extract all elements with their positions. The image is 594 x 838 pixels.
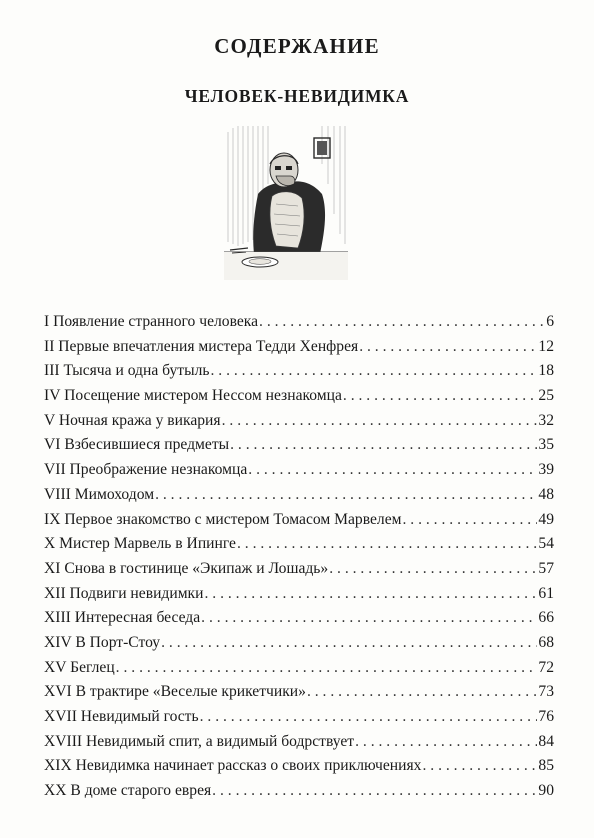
- toc-entry[interactable]: [44, 754, 554, 779]
- toc-entry[interactable]: [44, 705, 554, 730]
- toc-dot-leader: [259, 310, 545, 335]
- toc-entry-title: XVII Невидимый гость: [44, 708, 199, 725]
- toc-dot-leader: [329, 557, 537, 582]
- toc-entry-page-number: 35: [538, 436, 554, 454]
- toc-entry-title: XVI В трактире «Веселые крикетчики»: [44, 683, 306, 701]
- toc-entry-title: X Мистер Марвель в Ипинге: [44, 535, 236, 553]
- toc-dot-leader: [204, 582, 537, 607]
- toc-dot-leader: [210, 359, 537, 384]
- toc-entry[interactable]: [44, 433, 554, 458]
- toc-entry-title: XIX Невидимка начинает рассказ о своих приключениях: [44, 757, 422, 775]
- toc-entry-title: XIII Интересная беседа: [44, 609, 201, 627]
- toc-entry-page-number: 76: [538, 708, 554, 725]
- toc-entry-page-number: 61: [538, 584, 554, 602]
- toc-entry-title: IX Первое знакомство с мистером Томасом Марвелем: [44, 510, 402, 528]
- toc-entry-title: XVIII Невидимый спит, а видимый бодрствует: [44, 732, 355, 750]
- toc-entry-page-number: 68: [538, 633, 554, 651]
- toc-entry-page-number: 49: [538, 510, 554, 528]
- toc-entry-title: XIV В Порт-Стоу: [44, 633, 161, 651]
- toc-entry-title: II Первые впечатления мистера Тедди Хенфрея: [44, 337, 359, 355]
- toc-dot-leader: [359, 335, 537, 360]
- toc-dot-leader: [155, 483, 537, 508]
- toc-dot-leader: [222, 409, 538, 434]
- toc-entry-title: XII Подвиги невидимки: [44, 584, 204, 602]
- toc-entry-title: IV Посещение мистером Нессом незнакомца: [44, 387, 342, 405]
- toc-dot-leader: [343, 384, 538, 409]
- toc-entry[interactable]: [44, 359, 554, 384]
- seated-figure-engraving-icon: [224, 124, 348, 280]
- toc-entry-page-number: 84: [538, 732, 554, 750]
- toc-entry[interactable]: [44, 458, 554, 483]
- toc-entry[interactable]: [44, 409, 554, 434]
- toc-dot-leader: [116, 656, 538, 681]
- toc-entry-page-number: 39: [538, 461, 554, 479]
- toc-entry-page-number: 18: [538, 362, 554, 380]
- toc-entry-title: XI Снова в гостинице «Экипаж и Лошадь»: [44, 559, 329, 577]
- toc-entry[interactable]: [44, 310, 554, 335]
- toc-entry-title: VII Преображение незнакомца: [44, 461, 248, 479]
- toc-entry[interactable]: [44, 656, 554, 681]
- toc-dot-leader: [212, 779, 537, 804]
- toc-entry[interactable]: [44, 483, 554, 508]
- toc-entry[interactable]: [44, 582, 554, 607]
- toc-dot-leader: [200, 705, 538, 730]
- toc-entry-page-number: 6: [546, 313, 554, 330]
- toc-dot-leader: [355, 730, 537, 755]
- toc-entry-page-number: 90: [538, 782, 554, 800]
- toc-entry[interactable]: [44, 532, 554, 557]
- toc-dot-leader: [402, 508, 537, 533]
- toc-entry-title: VIII Мимоходом: [44, 485, 155, 503]
- toc-entry-page-number: 32: [538, 411, 554, 429]
- toc-entry-page-number: 73: [538, 683, 554, 701]
- toc-entry-page-number: 85: [538, 757, 554, 775]
- toc-dot-leader: [237, 532, 537, 557]
- section-title: ЧЕЛОВЕК-НЕВИДИМКА: [184, 86, 410, 106]
- toc-entry-title: XV Беглец: [44, 658, 115, 676]
- toc-entry-page-number: 72: [538, 658, 554, 676]
- toc-entry-page-number: 66: [538, 609, 554, 627]
- toc-dot-leader: [422, 754, 537, 779]
- page-title: СОДЕРЖАНИЕ: [214, 34, 380, 58]
- toc-entry[interactable]: [44, 508, 554, 533]
- toc-dot-leader: [230, 433, 537, 458]
- toc-dot-leader: [307, 680, 537, 705]
- toc-entry-title: V Ночная кража у викария: [44, 411, 221, 429]
- toc-entry[interactable]: [44, 384, 554, 409]
- toc-entry-page-number: 48: [538, 485, 554, 503]
- toc-entry-page-number: 12: [538, 337, 554, 355]
- toc-entry[interactable]: [44, 730, 554, 755]
- toc-dot-leader: [201, 606, 537, 631]
- toc-entry[interactable]: [44, 680, 554, 705]
- toc-entry-page-number: 57: [538, 559, 554, 577]
- toc-entry[interactable]: [44, 779, 554, 804]
- toc-entry-page-number: 54: [538, 535, 554, 553]
- toc-dot-leader: [248, 458, 537, 483]
- toc-entry-title: XX В доме старого еврея: [44, 782, 212, 800]
- toc-entry[interactable]: [44, 606, 554, 631]
- toc-entry-title: VI Взбесившиеся предметы: [44, 436, 230, 454]
- toc-entry-title: III Тысяча и одна бутыль: [44, 362, 210, 380]
- toc-entry-title: I Появление странного человека: [44, 313, 259, 330]
- table-of-contents: [44, 310, 554, 804]
- toc-entry[interactable]: [44, 557, 554, 582]
- toc-entry[interactable]: [44, 335, 554, 360]
- toc-dot-leader: [161, 631, 537, 656]
- toc-entry[interactable]: [44, 631, 554, 656]
- toc-entry-page-number: 25: [538, 387, 554, 405]
